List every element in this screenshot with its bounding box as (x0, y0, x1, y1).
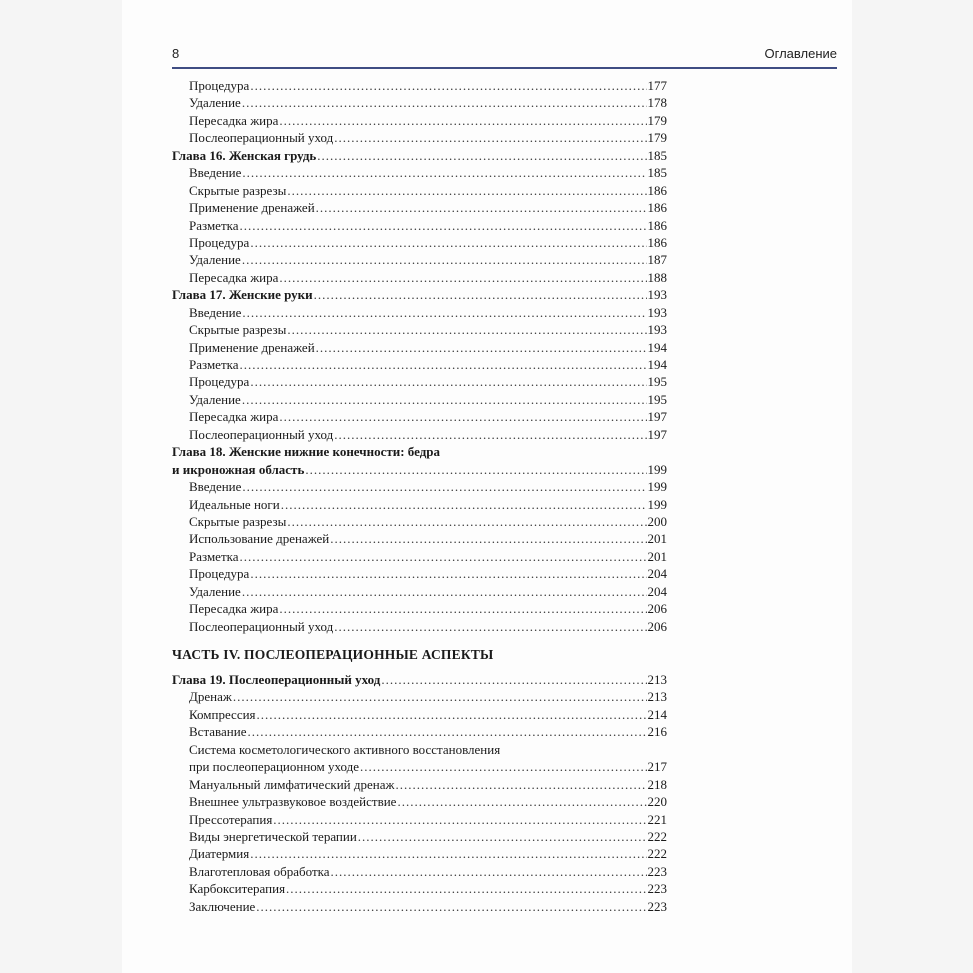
toc-entry-page: 218 (647, 776, 667, 792)
toc-entry-label: Компрессия (189, 706, 256, 722)
chapter-title: Глава 16. Женская грудь (172, 147, 317, 163)
leader-dots (250, 234, 646, 251)
leader-dots (287, 513, 646, 530)
toc-entry (172, 723, 667, 740)
leader-dots (397, 793, 646, 810)
toc-entry-label: Разметка (189, 357, 239, 372)
leader-dots (330, 530, 646, 547)
toc-entry-page: 197 (647, 409, 667, 425)
toc-entry-label: Внешнее ультразвуковое воздействие (189, 794, 397, 810)
leader-dots (250, 77, 646, 94)
leader-dots (240, 356, 647, 373)
toc-entry-label: Введение (189, 165, 242, 181)
toc-entry-label: Дренаж (189, 689, 232, 705)
toc-entry-page: 194 (647, 357, 667, 372)
toc-entry (172, 496, 667, 513)
leader-dots (317, 147, 646, 164)
chapter-title: и икроножная область (172, 461, 305, 477)
toc-entry (172, 234, 667, 251)
toc-entry-page: 222 (647, 846, 667, 862)
toc-entry-page: 223 (647, 863, 667, 879)
toc-entry-label: Разметка (189, 548, 239, 564)
toc-entry-label: Разметка (189, 217, 239, 233)
toc-entry-label: Скрытые разрезы (189, 182, 287, 198)
toc-entry-page: 201 (647, 531, 667, 547)
toc-entry (172, 565, 667, 582)
toc-entry (172, 217, 667, 234)
leader-dots (287, 182, 646, 199)
toc-entry (172, 199, 667, 216)
toc-entry-label: Пересадка жира (189, 269, 279, 285)
leader-dots (279, 269, 646, 286)
toc-entry (172, 793, 667, 810)
toc-entry-label: Влаготепловая обработка (189, 863, 330, 879)
toc-entry-page: 223 (647, 898, 667, 914)
toc-entry-label: Скрытые разрезы (189, 322, 287, 338)
leader-dots (334, 618, 646, 635)
chapter-18-heading (172, 461, 667, 478)
leader-dots (240, 548, 647, 565)
leader-dots (286, 880, 646, 897)
leader-dots (242, 391, 647, 408)
leader-dots (242, 304, 646, 321)
toc-entry (172, 129, 667, 146)
leader-dots (242, 478, 646, 495)
leader-dots (334, 426, 646, 443)
toc-entry-label: Процедура (189, 234, 250, 250)
toc-entry-label: Пересадка жира (189, 409, 279, 425)
chapter-page: 213 (647, 672, 667, 687)
page-number: 8 (172, 46, 180, 61)
toc-entry-page: 193 (647, 322, 667, 338)
toc-entry-label: Заключение (189, 898, 256, 914)
toc-entry-page: 220 (647, 794, 667, 810)
toc-entry-page: 186 (647, 217, 667, 233)
toc-entry-page: 194 (647, 339, 667, 355)
leader-dots (279, 112, 646, 129)
toc-entry-label: Удаление (189, 252, 241, 268)
leader-dots (242, 164, 646, 181)
toc-entry-label: Процедура (189, 374, 250, 390)
leader-dots (334, 129, 646, 146)
chapter-16-heading (172, 147, 667, 164)
toc-entry (172, 304, 667, 321)
toc-entry-page: 213 (647, 689, 667, 705)
toc-entry (172, 251, 667, 268)
header-rule (172, 67, 837, 69)
toc-entry-page: 200 (647, 513, 667, 529)
leader-dots (240, 217, 647, 234)
toc-entry (172, 112, 667, 129)
leader-dots (305, 461, 646, 478)
toc-entry-label: Карбокситерапия (189, 881, 286, 897)
toc-entry-page: 204 (647, 583, 667, 599)
leader-dots (250, 845, 646, 862)
toc-entry-page: 179 (647, 112, 667, 128)
toc-entry-label: Процедура (189, 566, 250, 582)
leader-dots (250, 565, 646, 582)
toc-entry-page: 206 (647, 618, 667, 634)
leader-dots (256, 898, 646, 915)
toc-entry-page: 186 (647, 182, 667, 198)
toc-entry-page: 223 (647, 881, 667, 897)
leader-dots (360, 758, 646, 775)
chapter-page: 193 (647, 287, 667, 303)
toc-entry-page: 195 (647, 374, 667, 390)
toc-entry (172, 321, 667, 338)
toc-entry-label: Удаление (189, 391, 241, 407)
toc-entry (172, 356, 667, 373)
toc-entry-label: Вставание (189, 724, 247, 740)
toc-entry-page: 178 (647, 95, 667, 111)
toc-entry (172, 706, 667, 723)
toc-entry (172, 845, 667, 862)
toc-entry (172, 758, 667, 775)
toc-entry (172, 164, 667, 181)
toc-entry (172, 863, 667, 880)
leader-dots (233, 688, 647, 705)
toc-entry-label: Послеоперационный уход (189, 618, 334, 634)
toc-entry (172, 880, 667, 897)
running-header (172, 44, 837, 66)
toc-entry-page: 186 (647, 234, 667, 250)
toc-entry-label: Мануальный лимфатический дренаж (189, 776, 395, 792)
toc-entry-page: 199 (647, 479, 667, 495)
toc-entry-label: Пересадка жира (189, 601, 279, 617)
leader-dots (314, 286, 647, 303)
toc-entry-label: Введение (189, 479, 242, 495)
chapter-17-heading (172, 286, 667, 303)
running-title: Оглавление (764, 46, 837, 61)
leader-dots (247, 723, 646, 740)
toc-entry-multiline-line1: Система косметологического активного восстановления (189, 741, 501, 757)
leader-dots (242, 583, 647, 600)
chapter-title: Глава 19. Послеоперационный уход (172, 672, 381, 687)
toc-entry-page: 222 (647, 828, 667, 844)
toc-entry-page: 185 (647, 165, 667, 181)
leader-dots (242, 251, 647, 268)
toc-entry (172, 898, 667, 915)
toc-entry (172, 530, 667, 547)
leader-dots (287, 321, 646, 338)
leader-dots (281, 496, 647, 513)
toc-entry (172, 600, 667, 617)
toc-entry-label: Применение дренажей (189, 200, 315, 216)
toc-entry-page: 217 (647, 759, 667, 775)
toc-entry-page: 204 (647, 566, 667, 582)
toc-entry-label: Введение (189, 304, 242, 320)
toc-entry (172, 478, 667, 495)
leader-dots (279, 600, 646, 617)
toc-entry (172, 828, 667, 845)
chapter-title: Глава 17. Женские руки (172, 287, 313, 303)
toc-entry-label: Использование дренажей (189, 531, 330, 547)
leader-dots (279, 408, 646, 425)
toc-entry (172, 391, 667, 408)
toc-entry (172, 269, 667, 286)
leader-dots (381, 671, 646, 688)
leader-dots (250, 373, 646, 390)
toc-entry-label: Прессотерапия (189, 811, 273, 827)
toc-entry-page: 187 (647, 252, 667, 268)
toc-entry-page: 206 (647, 601, 667, 617)
toc-entry-label: Скрытые разрезы (189, 513, 287, 529)
toc-entry-page: 177 (647, 78, 667, 93)
toc-entry-label: Пересадка жира (189, 112, 279, 128)
toc-entry (172, 426, 667, 443)
toc-entry (172, 688, 667, 705)
toc-entry (172, 776, 667, 793)
toc-entry (172, 811, 667, 828)
leader-dots (331, 863, 647, 880)
leader-dots (257, 706, 647, 723)
toc-entry-label: Диатермия (189, 846, 250, 862)
toc-entry (172, 182, 667, 199)
toc-entry (172, 339, 667, 356)
toc-entry (172, 618, 667, 635)
chapter-18-title-line1: Глава 18. Женские нижние конечности: бедра (172, 444, 441, 460)
leader-dots (242, 94, 647, 111)
chapter-page: 185 (647, 147, 667, 163)
toc-entry-label: Послеоперационный уход (189, 130, 334, 146)
toc-entry (172, 583, 667, 600)
toc-entry-page: 199 (647, 496, 667, 512)
table-of-contents (172, 77, 667, 915)
part-4-heading: ЧАСТЬ IV. ПОСЛЕОПЕРАЦИОННЫЕ АСПЕКТЫ (172, 647, 494, 662)
toc-entry-page: 195 (647, 391, 667, 407)
toc-entry (172, 373, 667, 390)
toc-entry (172, 408, 667, 425)
toc-entry-page: 214 (647, 706, 667, 722)
toc-entry-page: 201 (647, 548, 667, 564)
toc-entry-page: 188 (647, 269, 667, 285)
leader-dots (358, 828, 647, 845)
leader-dots (316, 199, 647, 216)
toc-entry-page: 221 (647, 811, 667, 827)
chapter-19-heading (172, 671, 667, 688)
toc-entry-label: Удаление (189, 583, 241, 599)
leader-dots (273, 811, 646, 828)
toc-entry-label: при послеоперационном уходе (189, 759, 360, 775)
toc-entry-label: Применение дренажей (189, 339, 315, 355)
toc-entry-label: Процедура (189, 78, 250, 93)
toc-entry-label: Виды энергетической терапии (189, 828, 357, 844)
toc-entry (172, 513, 667, 530)
toc-entry (172, 94, 667, 111)
toc-entry-label: Удаление (189, 95, 241, 111)
chapter-page: 199 (647, 461, 667, 477)
toc-entry-page: 186 (647, 200, 667, 216)
toc-entry-page: 179 (647, 130, 667, 146)
toc-entry-label: Идеальные ноги (189, 496, 280, 512)
toc-entry-page: 193 (647, 304, 667, 320)
leader-dots (316, 339, 647, 356)
toc-entry-label: Послеоперационный уход (189, 426, 334, 442)
leader-dots (395, 776, 646, 793)
toc-entry-page: 197 (647, 426, 667, 442)
toc-entry (172, 548, 667, 565)
toc-entry-page: 216 (647, 724, 667, 740)
toc-entry (172, 77, 667, 94)
